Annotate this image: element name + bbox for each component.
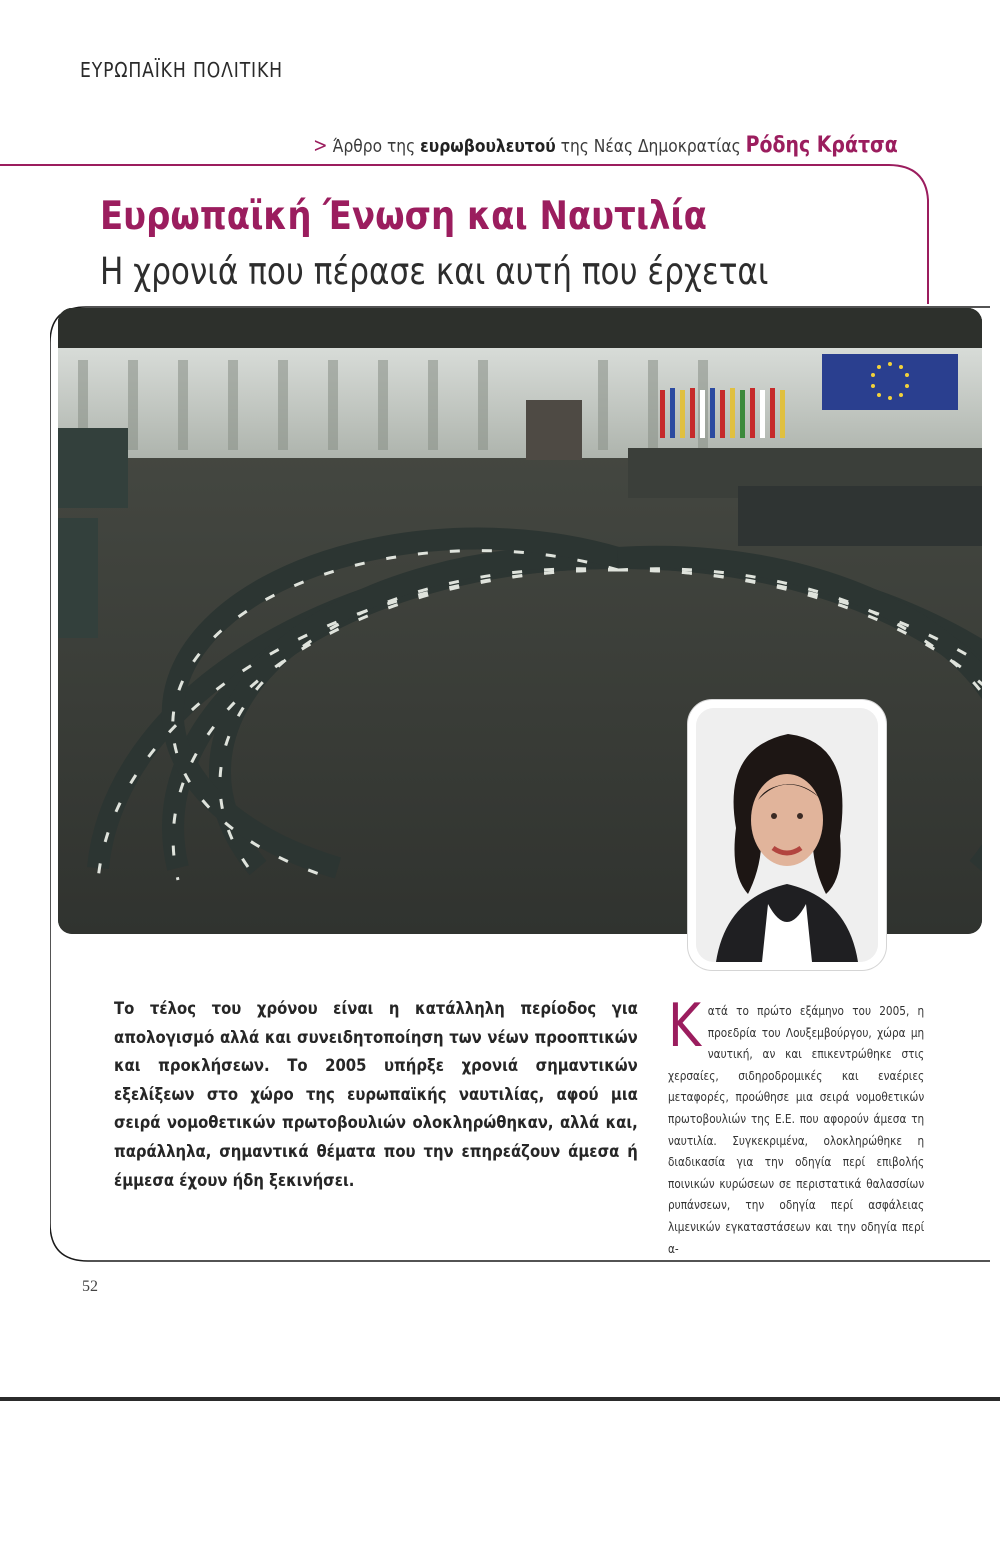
portrait-illustration [696,708,878,962]
byline-party: της Νέας Δημοκρατίας [560,136,741,157]
byline-prefix: Άρθρο της [332,136,416,157]
article-lede-text: Το τέλος του χρόνου είναι η κατάλληλη περίοδος για απολογισμό αλλά και συνειδητοποίηση των νέων προοπτικών και προκλήσεων. Το 2005 υπήρξε χρονιά σημαντικών εξελίξεων στο χώρο της ευρωπαϊκής ναυτιλίας, αφού μια σειρά νομοθετικών πρωτοβουλιών ολοκληρώθηκαν, αλλά και, παράλληλα, σημαντικά θέματα που την επηρεάζουν άμεσα ή έμμεσα έχουν ήδη ξεκινήσει. [114,999,638,1191]
article-body-text: ατά το πρώτο εξάμηνο του 2005, η προεδρία του Λουξεμβούργου, χώρα μη ναυτική, αν και επικεντρώθηκε στις χερσαίες, σιδηροδρομικές και εναέριες μεταφορές, προώθησε μια σειρά νομοθετικών πρωτοβουλιών της Ε.Ε. που αφορούν άμεσα τη ναυτιλία. Συγκεκριμένα, ολοκληρώθηκε η διαδικασία για την οδηγία περί επιβολής ποινικών κυρώσεων σε περιστατικά θαλασσίων ρυπάνσεων, την οδηγία περί ασφάλειας λιμενικών εγκαταστάσεων και την οδηγία περί α- [668,1003,925,1256]
article-subtitle: Η χρονιά που πέρασε και αυτή που έρχεται [100,250,769,293]
frame-corner-curve [888,164,948,304]
byline-role: ευρωβουλευτού [420,136,556,157]
section-label: ΕΥΡΩΠΑΪΚΗ ΠΟΛΙΤΙΚΗ [80,58,283,82]
eu-flag-icon [822,354,958,410]
article-lede [114,995,638,1195]
byline-author: Ρόδης Κράτσα [745,133,898,158]
drop-cap: Κ [668,991,702,1061]
bottom-rule [0,1397,1000,1401]
chevron-right-icon: > [313,133,328,157]
frame-top-rule [0,164,888,166]
article-title: Ευρωπαϊκή Ένωση και Ναυτιλία [100,194,707,239]
author-portrait [688,700,886,970]
article-body-column [668,991,925,1259]
page-number: 52 [82,1278,98,1295]
byline [313,133,898,158]
